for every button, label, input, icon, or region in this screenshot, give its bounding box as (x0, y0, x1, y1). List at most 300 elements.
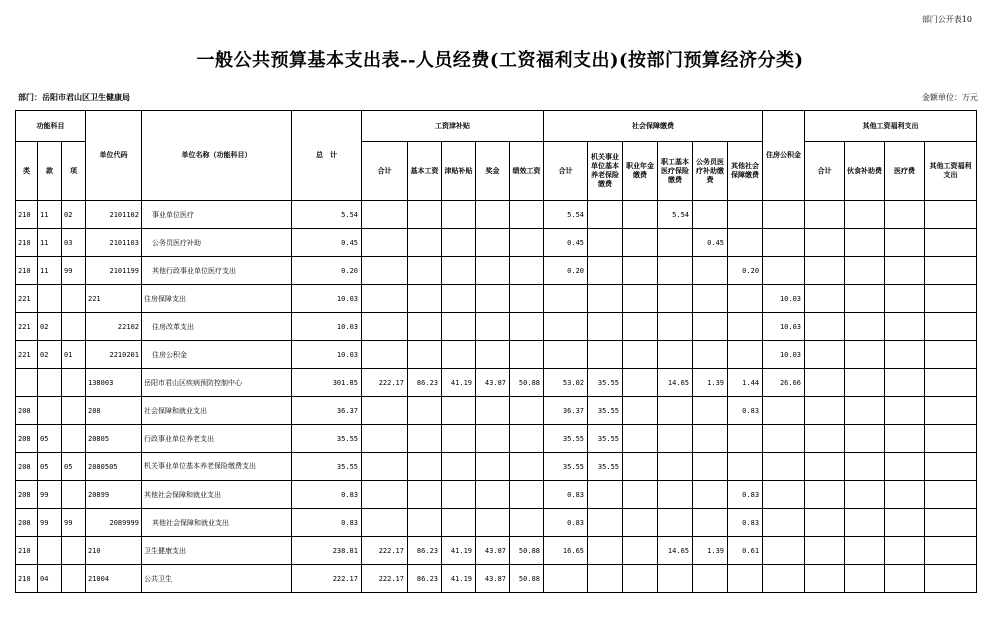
cell-lei: 210 (16, 201, 38, 229)
cell-housing-fund (763, 257, 805, 285)
cell-total: 5.54 (292, 201, 362, 229)
cell-other-social (728, 565, 763, 593)
cell-lei: 221 (16, 313, 38, 341)
cell-other-social (728, 453, 763, 481)
header-meal: 伙食补助费 (845, 142, 885, 201)
cell-performance (510, 313, 544, 341)
cell-meal (845, 201, 885, 229)
cell-basic-wage (408, 341, 442, 369)
cell-annuity (623, 201, 658, 229)
cell-lei: 210 (16, 229, 38, 257)
cell-kuan: 99 (38, 509, 62, 537)
table-row (16, 229, 977, 257)
cell-other-wage (925, 229, 977, 257)
cell-other-wage (925, 257, 977, 285)
cell-name: 岳阳市君山区疾病预防控制中心 (142, 369, 292, 397)
cell-housing-fund (763, 565, 805, 593)
cell-annuity (623, 313, 658, 341)
cell-allowance (442, 509, 476, 537)
cell-other-social (728, 341, 763, 369)
cell-kuan: 05 (38, 425, 62, 453)
cell-bonus (476, 481, 510, 509)
cell-kuan: 04 (38, 565, 62, 593)
cell-meal (845, 341, 885, 369)
cell-code: 21004 (86, 565, 142, 593)
header-other-social: 其他社会保障缴费 (728, 142, 763, 201)
cell-performance (510, 229, 544, 257)
cell-name: 其他行政事业单位医疗支出 (142, 257, 292, 285)
cell-meal (845, 425, 885, 453)
cell-meal (845, 369, 885, 397)
cell-total: 10.03 (292, 341, 362, 369)
header-pension: 机关事业单位基本养老保险缴费 (588, 142, 623, 201)
cell-pension: 35.55 (588, 425, 623, 453)
cell-allowance (442, 481, 476, 509)
page-title: 一般公共预算基本支出表--人员经费(工资福利支出)(按部门预算经济分类) (196, 50, 804, 71)
cell-bonus (476, 313, 510, 341)
cell-social-total: 35.55 (544, 453, 588, 481)
cell-wage-total (362, 425, 408, 453)
cell-lei: 208 (16, 397, 38, 425)
cell-medical (658, 229, 693, 257)
header-medical-fee: 医疗费 (885, 142, 925, 201)
cell-wage-total: 222.17 (362, 369, 408, 397)
budget-table (15, 110, 977, 593)
header-lei: 类 (16, 142, 38, 201)
cell-name: 事业单位医疗 (142, 201, 292, 229)
header-total: 总 计 (292, 111, 362, 201)
cell-code: 210 (86, 537, 142, 565)
cell-xiang (62, 425, 86, 453)
cell-performance (510, 453, 544, 481)
cell-code: 22102 (86, 313, 142, 341)
header-allowance: 津贴补贴 (442, 142, 476, 201)
cell-basic-wage (408, 285, 442, 313)
cell-name: 公共卫生 (142, 565, 292, 593)
cell-basic-wage: 86.23 (408, 369, 442, 397)
cell-bonus: 43.87 (476, 565, 510, 593)
cell-performance: 50.88 (510, 369, 544, 397)
cell-civil-medical (693, 565, 728, 593)
cell-other-social: 0.20 (728, 257, 763, 285)
cell-code: 20899 (86, 481, 142, 509)
cell-meal (845, 229, 885, 257)
cell-wage-total: 222.17 (362, 565, 408, 593)
cell-wage-total (362, 229, 408, 257)
cell-kuan (38, 285, 62, 313)
cell-medical-fee (885, 509, 925, 537)
cell-code: 2101103 (86, 229, 142, 257)
cell-pension: 35.55 (588, 397, 623, 425)
cell-medical (658, 313, 693, 341)
cell-bonus (476, 397, 510, 425)
cell-bonus (476, 425, 510, 453)
cell-wage-total (362, 453, 408, 481)
cell-pension (588, 565, 623, 593)
cell-allowance (442, 341, 476, 369)
cell-allowance (442, 257, 476, 285)
cell-lei: 221 (16, 341, 38, 369)
cell-housing-fund: 10.03 (763, 285, 805, 313)
cell-meal (845, 397, 885, 425)
cell-kuan: 11 (38, 201, 62, 229)
cell-civil-medical (693, 509, 728, 537)
cell-pension (588, 481, 623, 509)
cell-code: 221 (86, 285, 142, 313)
cell-other-wage (925, 481, 977, 509)
cell-meal (845, 537, 885, 565)
cell-basic-wage (408, 481, 442, 509)
cell-performance: 50.88 (510, 537, 544, 565)
cell-housing-fund (763, 481, 805, 509)
cell-other-total (805, 509, 845, 537)
cell-kuan: 11 (38, 257, 62, 285)
cell-meal (845, 453, 885, 481)
cell-kuan: 02 (38, 341, 62, 369)
header-social-group: 社会保障缴费 (544, 111, 763, 142)
cell-other-total (805, 313, 845, 341)
cell-xiang: 02 (62, 201, 86, 229)
table-row (16, 453, 977, 481)
cell-medical-fee (885, 341, 925, 369)
cell-civil-medical: 1.39 (693, 369, 728, 397)
cell-wage-total (362, 397, 408, 425)
cell-social-total: 16.65 (544, 537, 588, 565)
cell-allowance (442, 425, 476, 453)
currency-unit-label: 金额单位：万元 (922, 93, 978, 102)
cell-meal (845, 481, 885, 509)
table-row (16, 341, 977, 369)
cell-basic-wage (408, 229, 442, 257)
cell-total: 0.45 (292, 229, 362, 257)
cell-lei: 208 (16, 453, 38, 481)
cell-wage-total (362, 481, 408, 509)
cell-performance (510, 285, 544, 313)
cell-civil-medical (693, 481, 728, 509)
cell-performance (510, 509, 544, 537)
cell-other-social (728, 229, 763, 257)
cell-bonus (476, 341, 510, 369)
cell-medical (658, 341, 693, 369)
cell-medical: 5.54 (658, 201, 693, 229)
cell-basic-wage (408, 453, 442, 481)
table-row (16, 481, 977, 509)
cell-social-total (544, 313, 588, 341)
cell-allowance (442, 453, 476, 481)
cell-xiang: 03 (62, 229, 86, 257)
cell-medical-fee (885, 369, 925, 397)
cell-annuity (623, 509, 658, 537)
cell-name: 住房公积金 (142, 341, 292, 369)
cell-lei: 210 (16, 257, 38, 285)
cell-housing-fund (763, 509, 805, 537)
cell-code: 2101102 (86, 201, 142, 229)
cell-social-total (544, 565, 588, 593)
cell-code: 2101199 (86, 257, 142, 285)
cell-other-wage (925, 425, 977, 453)
cell-bonus: 43.87 (476, 537, 510, 565)
cell-name: 行政事业单位养老支出 (142, 425, 292, 453)
cell-annuity (623, 453, 658, 481)
cell-basic-wage (408, 509, 442, 537)
cell-allowance (442, 397, 476, 425)
cell-basic-wage (408, 313, 442, 341)
cell-pension (588, 257, 623, 285)
cell-civil-medical (693, 201, 728, 229)
cell-xiang (62, 397, 86, 425)
header-medical: 职工基本医疗保险缴费 (658, 142, 693, 201)
cell-medical: 14.65 (658, 537, 693, 565)
cell-xiang: 99 (62, 509, 86, 537)
cell-housing-fund (763, 397, 805, 425)
cell-social-total: 0.83 (544, 481, 588, 509)
cell-meal (845, 285, 885, 313)
cell-other-social: 0.61 (728, 537, 763, 565)
cell-kuan: 02 (38, 313, 62, 341)
header-other-wage: 其他工资福利支出 (925, 142, 977, 201)
cell-annuity (623, 369, 658, 397)
cell-kuan: 05 (38, 453, 62, 481)
cell-other-social (728, 285, 763, 313)
table-row (16, 285, 977, 313)
cell-medical-fee (885, 453, 925, 481)
cell-performance (510, 201, 544, 229)
cell-social-total: 0.45 (544, 229, 588, 257)
table-row (16, 397, 977, 425)
cell-civil-medical (693, 257, 728, 285)
cell-pension (588, 537, 623, 565)
cell-performance (510, 257, 544, 285)
cell-other-social (728, 201, 763, 229)
cell-allowance (442, 229, 476, 257)
cell-total: 36.37 (292, 397, 362, 425)
cell-wage-total (362, 313, 408, 341)
cell-annuity (623, 285, 658, 313)
cell-performance (510, 341, 544, 369)
cell-other-social: 1.44 (728, 369, 763, 397)
cell-medical-fee (885, 201, 925, 229)
cell-lei (16, 369, 38, 397)
cell-other-total (805, 397, 845, 425)
cell-other-total (805, 481, 845, 509)
department-label: 部门：岳阳市君山区卫生健康局 (18, 93, 130, 102)
cell-allowance: 41.19 (442, 565, 476, 593)
cell-social-total: 36.37 (544, 397, 588, 425)
cell-medical (658, 509, 693, 537)
cell-basic-wage: 86.23 (408, 537, 442, 565)
cell-social-total: 5.54 (544, 201, 588, 229)
cell-name: 住房改革支出 (142, 313, 292, 341)
cell-name: 社会保障和就业支出 (142, 397, 292, 425)
table-row (16, 425, 977, 453)
cell-code: 2089999 (86, 509, 142, 537)
cell-other-wage (925, 397, 977, 425)
cell-lei: 221 (16, 285, 38, 313)
cell-bonus (476, 453, 510, 481)
cell-allowance (442, 285, 476, 313)
cell-kuan: 11 (38, 229, 62, 257)
header-other-welfare-group: 其他工资福利支出 (805, 111, 977, 142)
header-func-subject: 功能科目 (16, 111, 86, 142)
cell-bonus (476, 201, 510, 229)
cell-pension (588, 341, 623, 369)
cell-civil-medical: 0.45 (693, 229, 728, 257)
table-row (16, 201, 977, 229)
cell-total: 35.55 (292, 425, 362, 453)
cell-annuity (623, 565, 658, 593)
header-unit-name: 单位名称（功能科目） (142, 111, 292, 201)
cell-allowance: 41.19 (442, 369, 476, 397)
cell-other-total (805, 425, 845, 453)
cell-total: 222.17 (292, 565, 362, 593)
cell-annuity (623, 229, 658, 257)
cell-housing-fund (763, 229, 805, 257)
cell-medical-fee (885, 397, 925, 425)
cell-performance: 50.88 (510, 565, 544, 593)
header-annuity: 职业年金缴费 (623, 142, 658, 201)
cell-name: 卫生健康支出 (142, 537, 292, 565)
cell-annuity (623, 537, 658, 565)
cell-other-total (805, 229, 845, 257)
cell-wage-total (362, 341, 408, 369)
cell-other-wage (925, 313, 977, 341)
cell-medical (658, 453, 693, 481)
cell-allowance: 41.19 (442, 537, 476, 565)
header-kuan: 款 (38, 142, 62, 201)
cell-other-wage (925, 285, 977, 313)
cell-total: 301.85 (292, 369, 362, 397)
cell-other-total (805, 537, 845, 565)
cell-housing-fund: 10.03 (763, 313, 805, 341)
cell-kuan: 99 (38, 481, 62, 509)
cell-wage-total (362, 257, 408, 285)
cell-pension (588, 509, 623, 537)
cell-name: 其他社会保障和就业支出 (142, 481, 292, 509)
cell-kuan (38, 369, 62, 397)
cell-kuan (38, 537, 62, 565)
table-row (16, 313, 977, 341)
cell-lei: 208 (16, 425, 38, 453)
cell-xiang (62, 565, 86, 593)
cell-bonus: 43.87 (476, 369, 510, 397)
cell-performance (510, 397, 544, 425)
cell-other-total (805, 201, 845, 229)
cell-xiang (62, 369, 86, 397)
cell-pension: 35.55 (588, 453, 623, 481)
cell-kuan (38, 397, 62, 425)
cell-total: 0.83 (292, 509, 362, 537)
cell-other-wage (925, 201, 977, 229)
cell-performance (510, 425, 544, 453)
table-row (16, 369, 977, 397)
cell-annuity (623, 341, 658, 369)
header-bonus: 奖金 (476, 142, 510, 201)
cell-medical (658, 565, 693, 593)
cell-social-total (544, 341, 588, 369)
cell-medical-fee (885, 229, 925, 257)
cell-civil-medical (693, 425, 728, 453)
cell-xiang (62, 481, 86, 509)
cell-bonus (476, 285, 510, 313)
cell-allowance (442, 313, 476, 341)
header-wage-group: 工资津补贴 (362, 111, 544, 142)
cell-social-total (544, 285, 588, 313)
header-performance: 绩效工资 (510, 142, 544, 201)
cell-code: 2080505 (86, 453, 142, 481)
cell-pension (588, 313, 623, 341)
cell-medical-fee (885, 537, 925, 565)
cell-medical (658, 481, 693, 509)
cell-other-wage (925, 565, 977, 593)
cell-housing-fund (763, 453, 805, 481)
cell-code: 2210201 (86, 341, 142, 369)
cell-other-social (728, 425, 763, 453)
cell-basic-wage: 86.23 (408, 565, 442, 593)
cell-social-total: 53.02 (544, 369, 588, 397)
cell-other-social (728, 313, 763, 341)
cell-medical (658, 257, 693, 285)
cell-allowance (442, 201, 476, 229)
cell-total: 35.55 (292, 453, 362, 481)
cell-medical: 14.65 (658, 369, 693, 397)
cell-medical (658, 425, 693, 453)
cell-total: 0.20 (292, 257, 362, 285)
cell-total: 10.03 (292, 285, 362, 313)
cell-other-total (805, 285, 845, 313)
cell-other-social: 0.83 (728, 481, 763, 509)
cell-lei: 208 (16, 509, 38, 537)
cell-other-total (805, 453, 845, 481)
cell-civil-medical (693, 313, 728, 341)
cell-other-social: 0.83 (728, 509, 763, 537)
cell-annuity (623, 425, 658, 453)
cell-medical (658, 397, 693, 425)
cell-total: 238.81 (292, 537, 362, 565)
cell-other-total (805, 369, 845, 397)
cell-social-total: 0.20 (544, 257, 588, 285)
cell-medical-fee (885, 425, 925, 453)
cell-wage-total (362, 285, 408, 313)
cell-lei: 210 (16, 537, 38, 565)
cell-pension: 35.55 (588, 369, 623, 397)
cell-civil-medical (693, 341, 728, 369)
cell-meal (845, 565, 885, 593)
cell-xiang (62, 285, 86, 313)
cell-other-total (805, 565, 845, 593)
cell-code: 138003 (86, 369, 142, 397)
header-xiang: 项 (62, 142, 86, 201)
cell-other-wage (925, 341, 977, 369)
cell-meal (845, 509, 885, 537)
cell-other-wage (925, 537, 977, 565)
cell-housing-fund (763, 537, 805, 565)
cell-medical-fee (885, 313, 925, 341)
header-basic-wage: 基本工资 (408, 142, 442, 201)
cell-bonus (476, 509, 510, 537)
cell-other-wage (925, 369, 977, 397)
cell-social-total: 0.83 (544, 509, 588, 537)
cell-other-total (805, 341, 845, 369)
table-row (16, 509, 977, 537)
cell-other-wage (925, 453, 977, 481)
cell-other-total (805, 257, 845, 285)
cell-basic-wage (408, 425, 442, 453)
cell-civil-medical (693, 453, 728, 481)
cell-bonus (476, 257, 510, 285)
header-housing-fund: 住房公积金 (763, 111, 805, 201)
cell-civil-medical (693, 397, 728, 425)
cell-medical-fee (885, 285, 925, 313)
